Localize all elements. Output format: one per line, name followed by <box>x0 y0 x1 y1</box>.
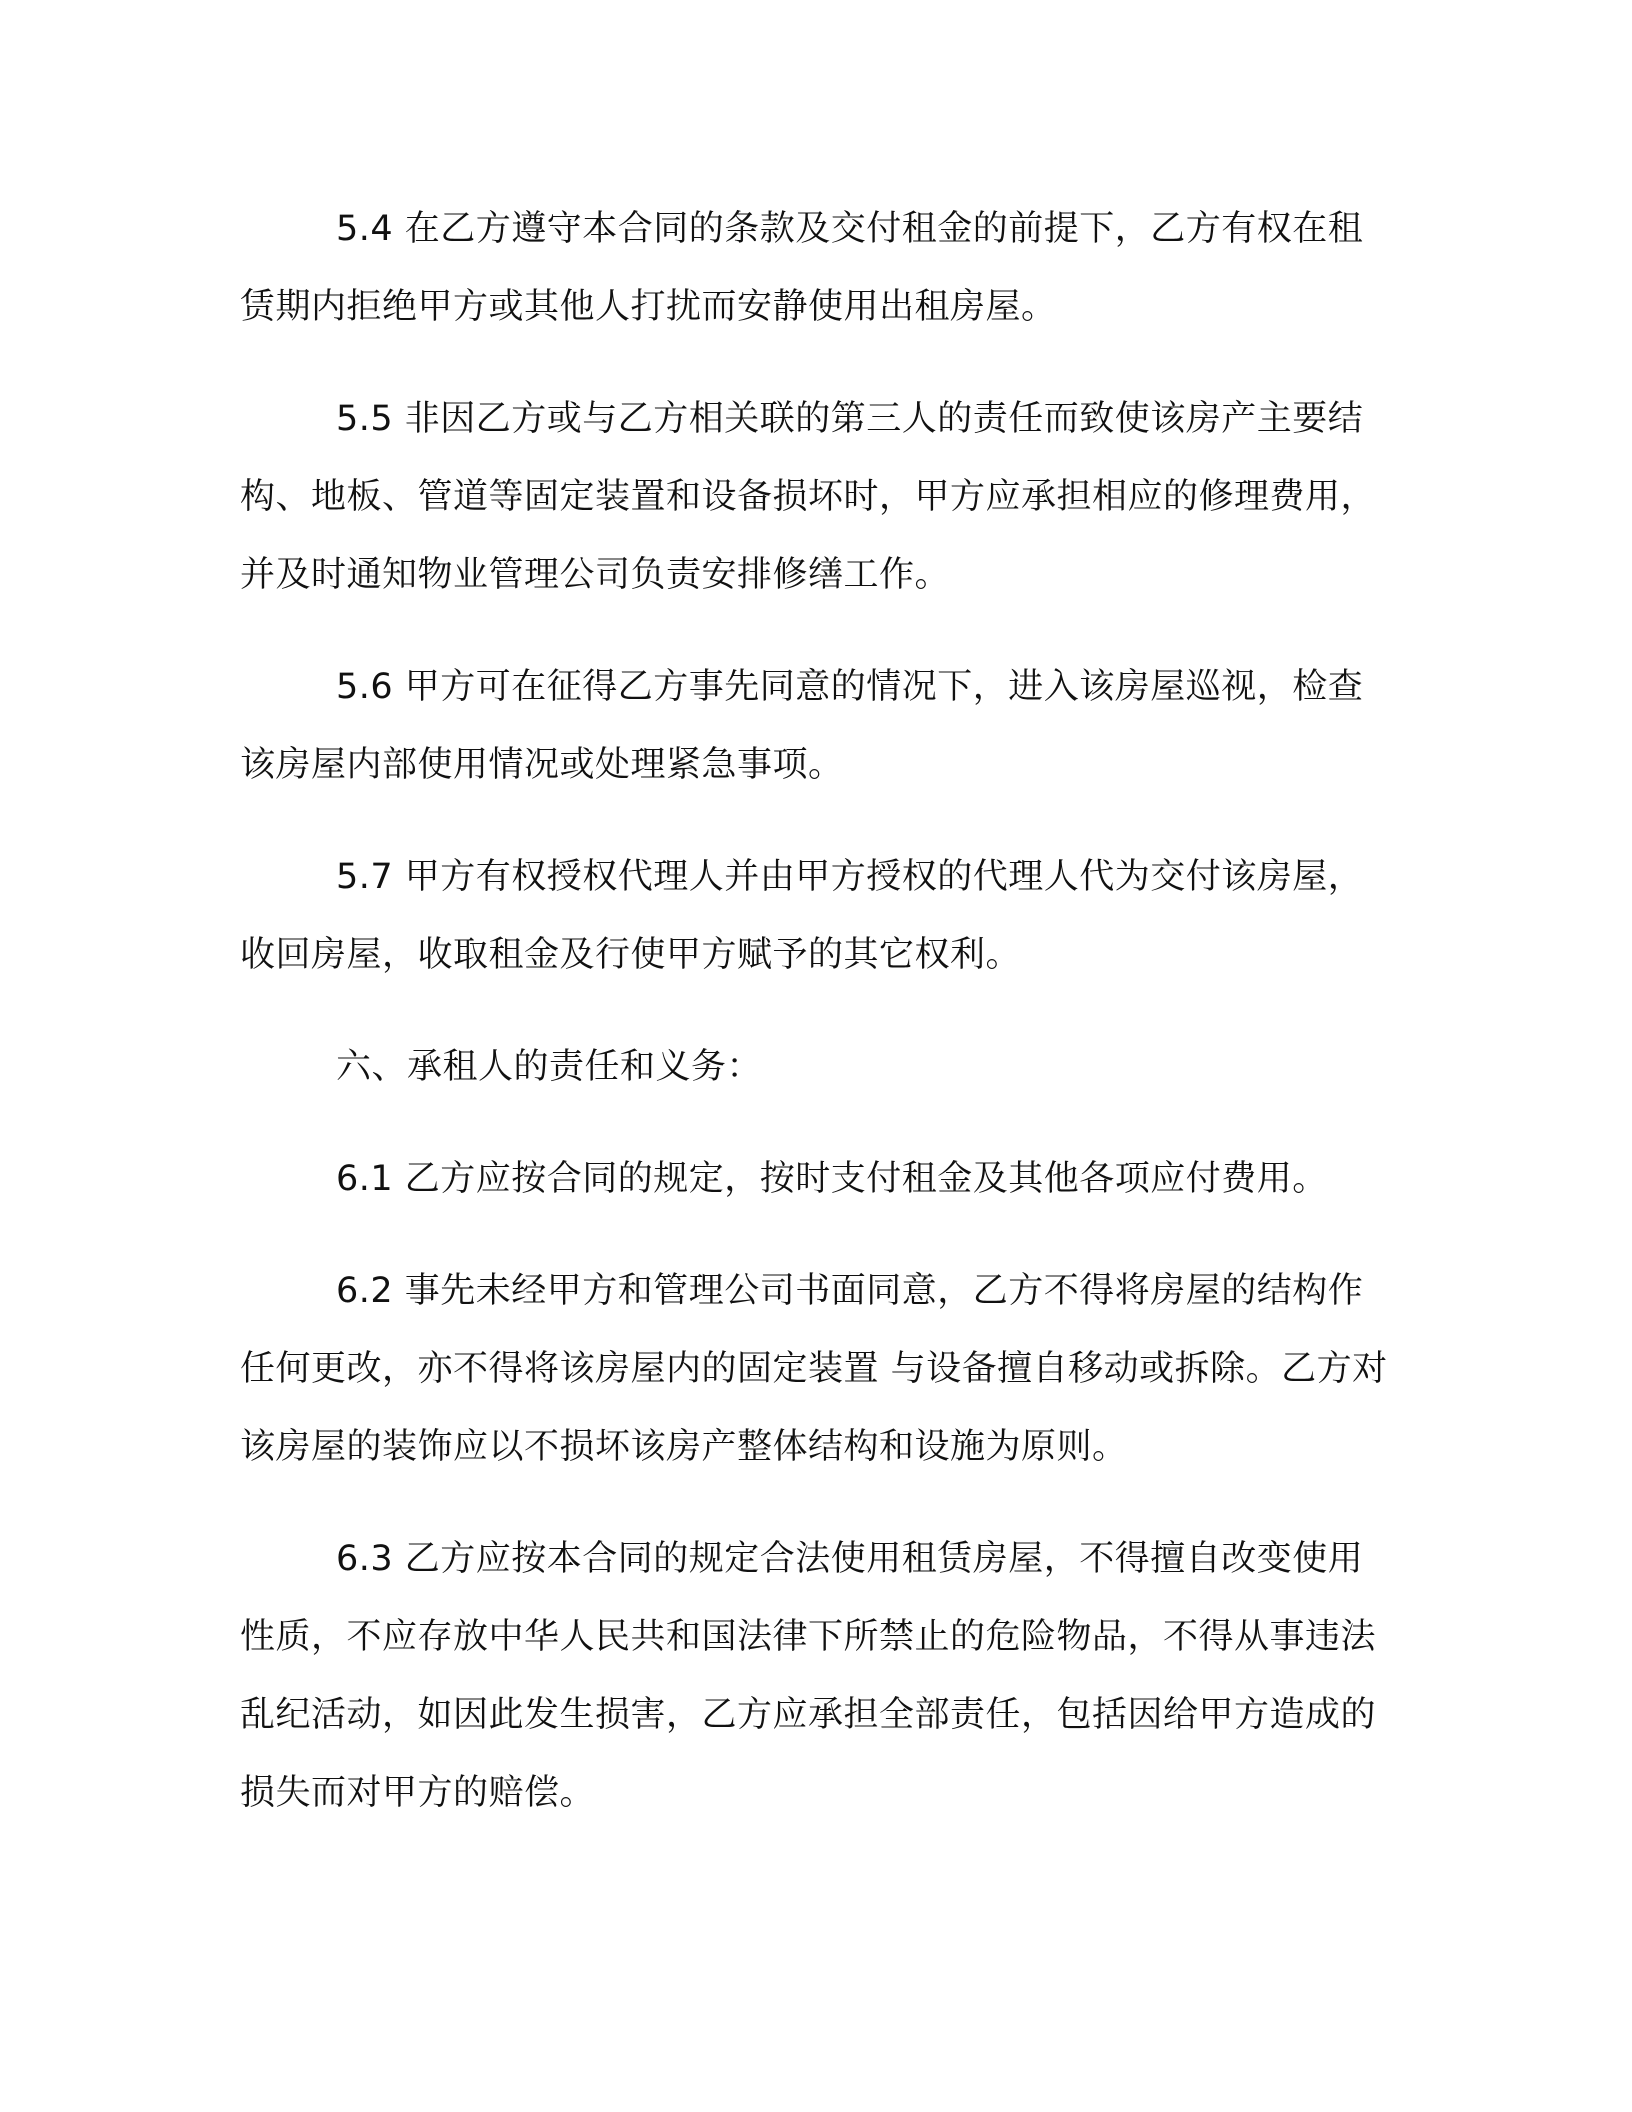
document-body <box>240 190 1390 1866</box>
clause-6-3: 6.3 乙方应按本合同的规定合法使用租赁房屋，不得擅自改变使用性质，不应存放中华人民共和国法律下所禁止的危险物品，不得从事违法乱纪活动，如因此发生损害，乙方应承担全部责任，包括因给甲方造成的损失而对甲方的赔偿。 <box>240 1539 1377 1813</box>
section-heading-6: 六、承租人的责任和义务： <box>336 1047 763 1087</box>
clause-5-5: 5.5 非因乙方或与乙方相关联的第三人的责任而致使该房产主要结构、地板、管道等固定装置和设备损坏时，甲方应承担相应的修理费用，并及时通知物业管理公司负责安排修缮工作。 <box>240 399 1377 595</box>
clause-5-4: 5.4 在乙方遵守本合同的条款及交付租金的前提下，乙方有权在租赁期内拒绝甲方或其他人打扰而安静使用出租房屋。 <box>240 209 1364 327</box>
clause-6-2: 6.2 事先未经甲方和管理公司书面同意，乙方不得将房屋的结构作任何更改，亦不得将该房屋内的固定装置 与设备擅自移动或拆除。乙方对该房屋的装饰应以不损坏该房产整体结构和设施为原则。 <box>240 1271 1388 1467</box>
clause-5-7: 5.7 甲方有权授权代理人并由甲方授权的代理人代为交付该房屋，收回房屋，收取租金及行使甲方赋予的其它权利。 <box>240 857 1364 975</box>
clause-5-6: 5.6 甲方可在征得乙方事先同意的情况下，进入该房屋巡视，检查该房屋内部使用情况或处理紧急事项。 <box>240 667 1364 785</box>
clause-6-1: 6.1 乙方应按合同的规定，按时支付租金及其他各项应付费用。 <box>336 1159 1328 1199</box>
